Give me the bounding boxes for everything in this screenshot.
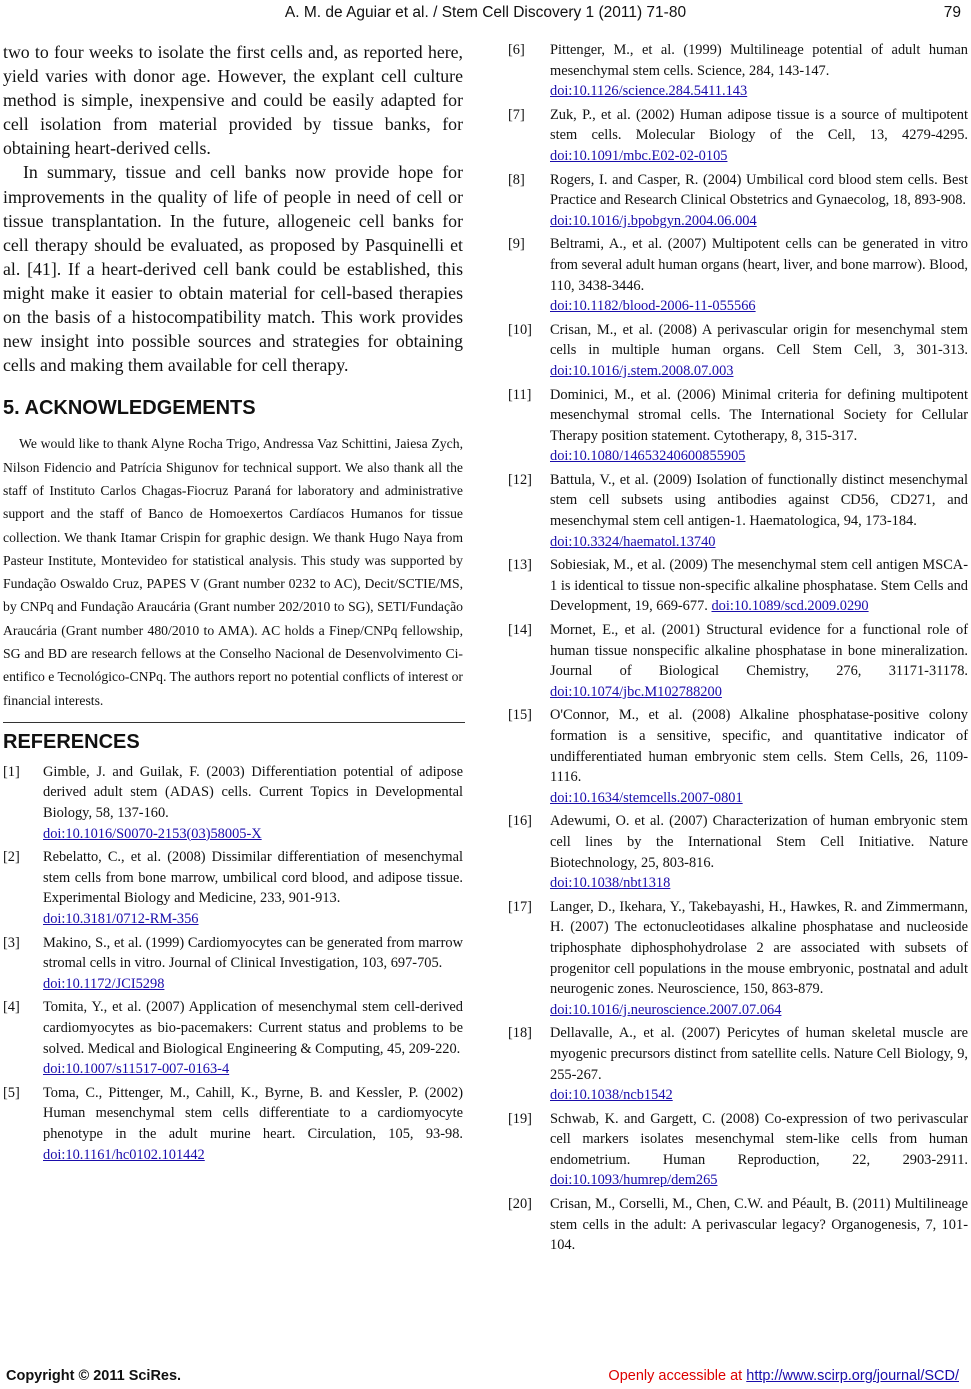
reference-text: Adewumi, O. et al. (2007) Characterization of human embryonic stem cell lines by the International Stem Cell Initiative. Nature Biotechnology, 25, 803-816. bbox=[550, 813, 968, 871]
acknowledgements-text: We would like to thank Alyne Rocha Trigo, Andressa Vaz Schittini, Jaiesa Zych, Nilson Fidencio and Patrícia Shigunov for technical support. We also thank all the staff of Instituto Carlos Chagas-Fiocruz Paraná for laboratory and administrative support and the staff of Banco de Homoexertos Cardíacos Humanos for tissue collection. We thank Itamar Crispin for graphic design. We thank Hugo Naya from Pasteur Institute, Montevideo for statistical analysis. This study was supported by Fundação Oswaldo Cruz, PAPES V (Grant number 0232 to AC), Decit/SCTIE/MS, by CNPq and Fundação Araucária (Grant number 202/2010 to SG), SETI/Fundação Araucária (Grant number 480/2010 to AMA). AC holds a Finep/CNPq fellowship, SG and BD are research fellows at the Conselho Nacional de Desenvolvimento Ci- entifico e Tecnológico-CNPq. The authors report no potential conflicts of interest or financial interests. bbox=[3, 436, 463, 708]
reference-item bbox=[508, 320, 968, 382]
reference-text: Langer, D., Ikehara, Y., Takebayashi, H., Hawkes, R. and Zimmermann, H. (2007) The ectonucleotidases alkaline phosphatase and nucleoside triphosphate diphosphohydrolase 2 are associated with subsets of progenitor cell populations in the mouse embryonic, postnatal and adult neurogenic zones. Neuroscience, 150, 863-879. bbox=[550, 898, 968, 998]
reference-item bbox=[508, 470, 968, 552]
reference-entry bbox=[550, 1194, 968, 1256]
reference-text: Dellavalle, A., et al. (2007) Pericytes of human skeletal muscle are myogenic precursors distinct from satellite cells. Nature Cell Biology, 9, 255-267. bbox=[550, 1025, 968, 1083]
copyright-notice: Copyright © 2011 SciRes. bbox=[6, 1368, 182, 1384]
doi-link[interactable]: doi:10.1126/science.284.5411.143 bbox=[550, 83, 748, 100]
reference-entry bbox=[550, 1109, 968, 1191]
reference-entry bbox=[43, 762, 463, 844]
reference-item bbox=[508, 620, 968, 702]
doi-link[interactable]: doi:10.1016/j.bpobgyn.2004.06.004 bbox=[550, 212, 757, 229]
reference-number: [16] bbox=[508, 813, 532, 830]
doi-link[interactable]: doi:10.1016/j.neuroscience.2007.07.064 bbox=[550, 1001, 782, 1018]
reference-item bbox=[508, 555, 968, 617]
reference-item bbox=[508, 385, 968, 467]
doi-link[interactable]: doi:10.1089/scd.2009.0290 bbox=[711, 598, 869, 615]
reference-text: O'Connor, M., et al. (2008) Alkaline phosphatase-positive colony formation is a sensitive, specific, and quantitative indicator of undifferentiated human embryonic stem cells. Stem Cells, 26, 1109-1116. bbox=[550, 707, 968, 786]
reference-number: [10] bbox=[508, 321, 532, 338]
open-access-label: Openly accessible at bbox=[608, 1368, 747, 1384]
reference-text: Mornet, E., et al. (2001) Structural evidence for a functional role of human tissue nonspecific alkaline phosphatase in bone mineralization. Journal of Biological Chemistry, 276, 31171-31178. bbox=[550, 622, 968, 680]
reference-item bbox=[508, 811, 968, 893]
reference-number: [20] bbox=[508, 1196, 532, 1213]
reference-list-right bbox=[508, 40, 968, 1256]
doi-link[interactable]: doi:10.1161/hc0102.101442 bbox=[43, 1146, 205, 1163]
reference-number: [4] bbox=[3, 999, 20, 1016]
reference-text: Makino, S., et al. (1999) Cardiomyocytes can be generated from marrow stromal cells in vitro. Journal of Clinical Investigation, 103, 697-705. bbox=[43, 934, 463, 972]
reference-text: Zuk, P., et al. (2002) Human adipose tissue is a source of multipotent stem cells. Molecular Biology of the Cell, 13, 4279-4295. bbox=[550, 106, 968, 144]
left-column bbox=[3, 40, 463, 1168]
reference-number: [5] bbox=[3, 1084, 20, 1101]
journal-url-link[interactable]: http://www.scirp.org/journal/SCD/ bbox=[746, 1368, 959, 1384]
reference-text: Rogers, I. and Casper, R. (2004) Umbilical cord blood stem cells. Best Practice and Research Clinical Obstetrics and Gynaecolog, 18, 893-908. bbox=[550, 171, 968, 209]
doi-link[interactable]: doi:10.1016/j.stem.2008.07.003 bbox=[550, 362, 734, 379]
doi-link[interactable]: doi:10.1172/JCI5298 bbox=[43, 975, 165, 992]
references-heading: REFERENCES bbox=[3, 730, 140, 753]
running-head bbox=[0, 4, 971, 26]
reference-item bbox=[3, 762, 463, 844]
reference-number: [12] bbox=[508, 471, 532, 488]
reference-item bbox=[508, 234, 968, 316]
reference-number: [15] bbox=[508, 707, 532, 724]
reference-number: [14] bbox=[508, 622, 532, 639]
doi-link[interactable]: doi:10.3181/0712-RM-356 bbox=[43, 911, 199, 928]
page-footer bbox=[0, 1368, 971, 1388]
reference-entry bbox=[550, 897, 968, 1021]
doi-link[interactable]: doi:10.1182/blood-2006-11-055566 bbox=[550, 298, 756, 315]
reference-item bbox=[3, 847, 463, 929]
reference-number: [7] bbox=[508, 106, 525, 123]
doi-link[interactable]: doi:10.1016/S0070-2153(03)58005-X bbox=[43, 825, 262, 842]
reference-entry bbox=[550, 811, 968, 893]
reference-number: [17] bbox=[508, 898, 532, 915]
reference-item bbox=[508, 1194, 968, 1256]
reference-text: Beltrami, A., et al. (2007) Multipotent cells can be generated in vitro from several adult human organs (heart, liver, and bone marrow). Blood, 110, 3438-3446. bbox=[550, 236, 968, 294]
reference-entry bbox=[550, 705, 968, 808]
reference-number: [1] bbox=[3, 763, 20, 780]
reference-text: Pittenger, M., et al. (1999) Multilineage potential of adult human mesenchymal stem cells. Science, 284, 143-147. bbox=[550, 42, 968, 79]
reference-entry bbox=[550, 555, 968, 617]
reference-list-left bbox=[3, 762, 463, 1165]
open-access-notice bbox=[608, 1368, 959, 1384]
reference-number: [9] bbox=[508, 236, 525, 253]
reference-text: Dominici, M., et al. (2006) Minimal criteria for defining multipotent mesenchymal stromal cells. The International Society for Cellular Therapy position statement. Cytotherapy, 8, 315-317. bbox=[550, 386, 968, 444]
reference-text: Sobiesiak, M., et al. (2009) The mesenchymal stem cell antigen MSCA-1 is identical to tissue non-specific alkaline phosphatase. Stem Cells and Development, 19, 669-677. bbox=[550, 557, 968, 615]
acknowledgements-heading: 5. ACKNOWLEDGEMENTS bbox=[3, 397, 256, 420]
reference-number: [18] bbox=[508, 1025, 532, 1042]
reference-number: [19] bbox=[508, 1110, 532, 1127]
section-divider bbox=[3, 722, 465, 723]
doi-link[interactable]: doi:10.1093/humrep/dem265 bbox=[550, 1172, 718, 1189]
doi-link[interactable]: doi:10.1091/mbc.E02-02-0105 bbox=[550, 147, 728, 164]
reference-number: [8] bbox=[508, 171, 525, 188]
doi-link[interactable]: doi:10.1074/jbc.M102788200 bbox=[550, 683, 722, 700]
body-paragraph-1: two to four weeks to isolate the first cells and, as reported here, yield varies with donor age. However, the explant cell culture method is simple, inexpensive and could be easily adapted for cell isolation from material provided by tissue banks, for obtaining heart-derived cells. bbox=[3, 42, 463, 159]
reference-item bbox=[508, 105, 968, 167]
running-head-title: A. M. de Aguiar et al. / Stem Cell Discovery 1 (2011) 71-80 bbox=[284, 4, 687, 21]
reference-number: [11] bbox=[508, 386, 532, 403]
reference-entry bbox=[550, 320, 968, 382]
reference-entry bbox=[43, 1083, 463, 1165]
reference-text: Tomita, Y., et al. (2007) Application of mesenchymal stem cell-derived cardiomyocytes as bio-pacemakers: Current status and problems to be solved. Medical and Biological Engineering & Computing, 45, 209-220. bbox=[43, 999, 463, 1057]
doi-link[interactable]: doi:10.1007/s11517-007-0163-4 bbox=[43, 1061, 230, 1078]
reference-entry bbox=[550, 234, 968, 316]
reference-entry bbox=[550, 40, 968, 102]
reference-item bbox=[508, 170, 968, 232]
reference-entry bbox=[550, 385, 968, 467]
reference-entry bbox=[550, 470, 968, 552]
reference-text: Gimble, J. and Guilak, F. (2003) Differentiation potential of adipose derived adult stem (ADAS) cells. Current Topics in Developmental Biology, 58, 137-160. bbox=[43, 763, 463, 822]
reference-item bbox=[3, 933, 463, 995]
doi-link[interactable]: doi:10.3324/haematol.13740 bbox=[550, 533, 716, 550]
reference-text: Toma, C., Pittenger, M., Cahill, K., Byrne, B. and Kessler, P. (2002) Human mesenchymal stem cells differentiate to a cardiomyocyte phenotype in the adult murine heart. Circulation, 105, 93-98. bbox=[43, 1084, 463, 1142]
reference-number: [2] bbox=[3, 849, 20, 866]
reference-number: [13] bbox=[508, 557, 532, 574]
reference-text: Schwab, K. and Gargett, C. (2008) Co-expression of two perivascular cell markers isolates mesenchymal stem-like cells from human endometrium. Human Reproduction, 22, 2903-2911. bbox=[550, 1110, 968, 1168]
reference-item bbox=[508, 1109, 968, 1191]
reference-entry bbox=[550, 620, 968, 702]
reference-text: Crisan, M., et al. (2008) A perivascular origin for mesenchymal stem cells in multiple human organs. Cell Stem Cell, 3, 301-313. bbox=[550, 321, 968, 359]
reference-entry bbox=[550, 1023, 968, 1105]
reference-item bbox=[3, 997, 463, 1079]
doi-link[interactable]: doi:10.1038/ncb1542 bbox=[550, 1087, 673, 1104]
reference-text: Rebelatto, C., et al. (2008) Dissimilar differentiation of mesenchymal stem cells from bone marrow, umbilical cord blood, and adipose tissue. Experimental Biology and Medicine, 233, 901-913. bbox=[43, 849, 463, 907]
reference-text: Crisan, M., Corselli, M., Chen, C.W. and Péault, B. (2011) Multilineage stem cells in the adult: A perivascular legacy? Organogenesis, 7, 101-104. bbox=[550, 1196, 968, 1254]
reference-text: Battula, V., et al. (2009) Isolation of functionally distinct mesenchymal stem cell subsets using antibodies against CD56, CD271, and mesenchymal stem cell antigen-1. Haematologica, 94, 173-184. bbox=[550, 471, 968, 530]
right-column bbox=[508, 40, 968, 1259]
reference-entry bbox=[550, 170, 968, 232]
reference-entry bbox=[43, 933, 463, 995]
doi-link[interactable]: doi:10.1038/nbt1318 bbox=[550, 875, 671, 892]
body-paragraph-2: In summary, tissue and cell banks now provide hope for improvements in the quality of life of people in need of cell or tissue transplantation. In the future, allogeneic cell banks for cell therapy should be evaluated, as proposed by Pasquinelli et al. [41]. If a heart-derived cell bank could be established, this might make it easier to obtain material for cell-based therapies on the basis of a histocompatibility match. This work provides new insight into possible sources and strategies for obtaining cells and making them available for cell therapy. bbox=[3, 162, 463, 376]
page-number: 79 bbox=[943, 4, 961, 21]
doi-link[interactable]: doi:10.1080/14653240600855905 bbox=[550, 448, 746, 465]
reference-number: [3] bbox=[3, 934, 20, 951]
reference-entry bbox=[550, 105, 968, 167]
reference-number: [6] bbox=[508, 42, 525, 58]
reference-item bbox=[3, 1083, 463, 1165]
reference-item bbox=[508, 705, 968, 808]
reference-item bbox=[508, 40, 968, 102]
reference-entry bbox=[43, 847, 463, 929]
reference-item bbox=[508, 1023, 968, 1105]
reference-item bbox=[508, 897, 968, 1021]
reference-entry bbox=[43, 997, 463, 1079]
doi-link[interactable]: doi:10.1634/stemcells.2007-0801 bbox=[550, 789, 743, 806]
